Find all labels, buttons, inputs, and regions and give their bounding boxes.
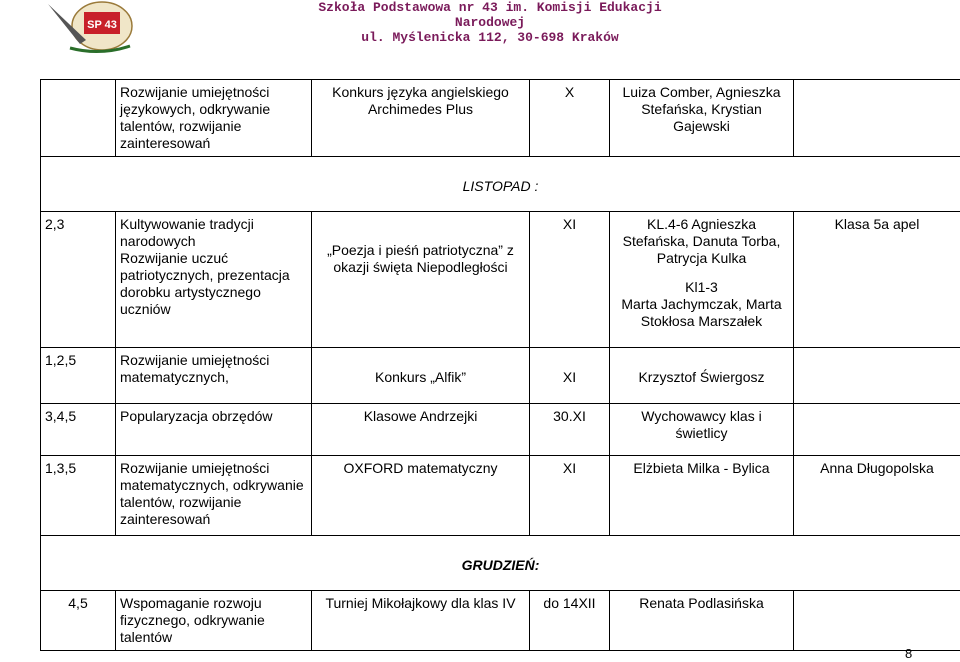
- row-responsible: Luiza Comber, Agnieszka Stefańska, Krystian Gajewski: [610, 80, 794, 157]
- row-goal-line1: Rozwijanie umiejętności: [120, 352, 270, 368]
- table-row: [41, 348, 960, 404]
- row-goal: Kultywowanie tradycji narodowych Rozwijanie uczuć patriotycznych, prezentacja dorobku artystycznego uczniów: [116, 212, 312, 348]
- row-event: OXFORD matematyczny: [312, 456, 530, 536]
- table-row: [41, 212, 960, 348]
- school-name-line1: Szkoła Podstawowa nr 43 im. Komisji Edukacji: [318, 0, 662, 15]
- row-responsible: Elżbieta Milka - Bylica: [610, 456, 794, 536]
- row-event-text: Konkurs „Alfik”: [374, 369, 467, 385]
- page-number: 8: [905, 646, 913, 661]
- row-event: Turniej Mikołajkowy dla klas IV: [312, 591, 530, 651]
- table-row: [41, 404, 960, 456]
- page-header: [0, 0, 960, 64]
- row-date: XI: [530, 456, 610, 536]
- row-num: 2,3: [41, 212, 116, 348]
- row-place: [794, 591, 960, 651]
- responsible-grades-4-6: KL.4-6 Agnieszka Stefańska, Danuta Torba, Patrycja Kulka: [622, 216, 781, 266]
- school-logo: [40, 0, 140, 56]
- row-responsible: Renata Podlasińska: [610, 591, 794, 651]
- school-address: [290, 0, 690, 45]
- row-date: X: [530, 80, 610, 157]
- row-place: [794, 404, 960, 456]
- table-row: [41, 456, 960, 536]
- section-title-listopad: LISTOPAD :: [41, 157, 960, 212]
- logo-text: SP 43: [87, 19, 117, 31]
- table-row: [41, 80, 960, 157]
- row-goal: Rozwijanie umiejętności matematycznych, odkrywanie talentów, rozwijanie zainteresowań: [116, 456, 312, 536]
- row-event: „Poezja i pieśń patriotyczna” z okazji święta Niepodległości: [312, 212, 530, 348]
- row-event: [312, 348, 530, 404]
- row-place: Klasa 5a apel: [794, 212, 960, 348]
- row-event: Klasowe Andrzejki: [312, 404, 530, 456]
- row-date: XI: [530, 212, 610, 348]
- row-goal: Popularyzacja obrzędów: [116, 404, 312, 456]
- row-date-text: XI: [562, 369, 577, 385]
- school-address-line: ul. Myślenicka 112, 30-698 Kraków: [361, 30, 619, 45]
- row-responsible: [610, 212, 794, 348]
- row-goal: Rozwijanie umiejętności językowych, odkrywanie talentów, rozwijanie zainteresowań: [116, 80, 312, 157]
- row-num: 3,4,5: [41, 404, 116, 456]
- section-title-grudzien: GRUDZIEŃ:: [41, 536, 960, 591]
- table-row: [41, 591, 960, 651]
- row-num: [41, 80, 116, 157]
- row-goal-line2: matematycznych,: [120, 369, 229, 385]
- row-place: [794, 348, 960, 404]
- row-responsible: Wychowawcy klas i świetlicy: [610, 404, 794, 456]
- row-num: 1,3,5: [41, 456, 116, 536]
- row-place: [794, 80, 960, 157]
- row-goal: Wspomaganie rozwoju fizycznego, odkrywanie talentów: [116, 591, 312, 651]
- school-name-line2: Narodowej: [454, 15, 526, 30]
- events-table: [40, 79, 960, 651]
- row-date: do 14XII: [530, 591, 610, 651]
- row-num: 4,5: [41, 591, 116, 651]
- row-num: 1,2,5: [41, 348, 116, 404]
- responsible-grades-1-3: Kl1-3 Marta Jachymczak, Marta Stokłosa Marszałek: [621, 279, 782, 329]
- row-responsible: [610, 348, 794, 404]
- section-row-listopad: [41, 157, 960, 212]
- row-date: [530, 348, 610, 404]
- section-row-grudzien: [41, 536, 960, 591]
- row-date: 30.XI: [530, 404, 610, 456]
- row-goal: [116, 348, 312, 404]
- row-place: Anna Długopolska: [794, 456, 960, 536]
- row-responsible-text: Krzysztof Świergosz: [638, 369, 765, 385]
- row-event: Konkurs języka angielskiego Archimedes Plus: [312, 80, 530, 157]
